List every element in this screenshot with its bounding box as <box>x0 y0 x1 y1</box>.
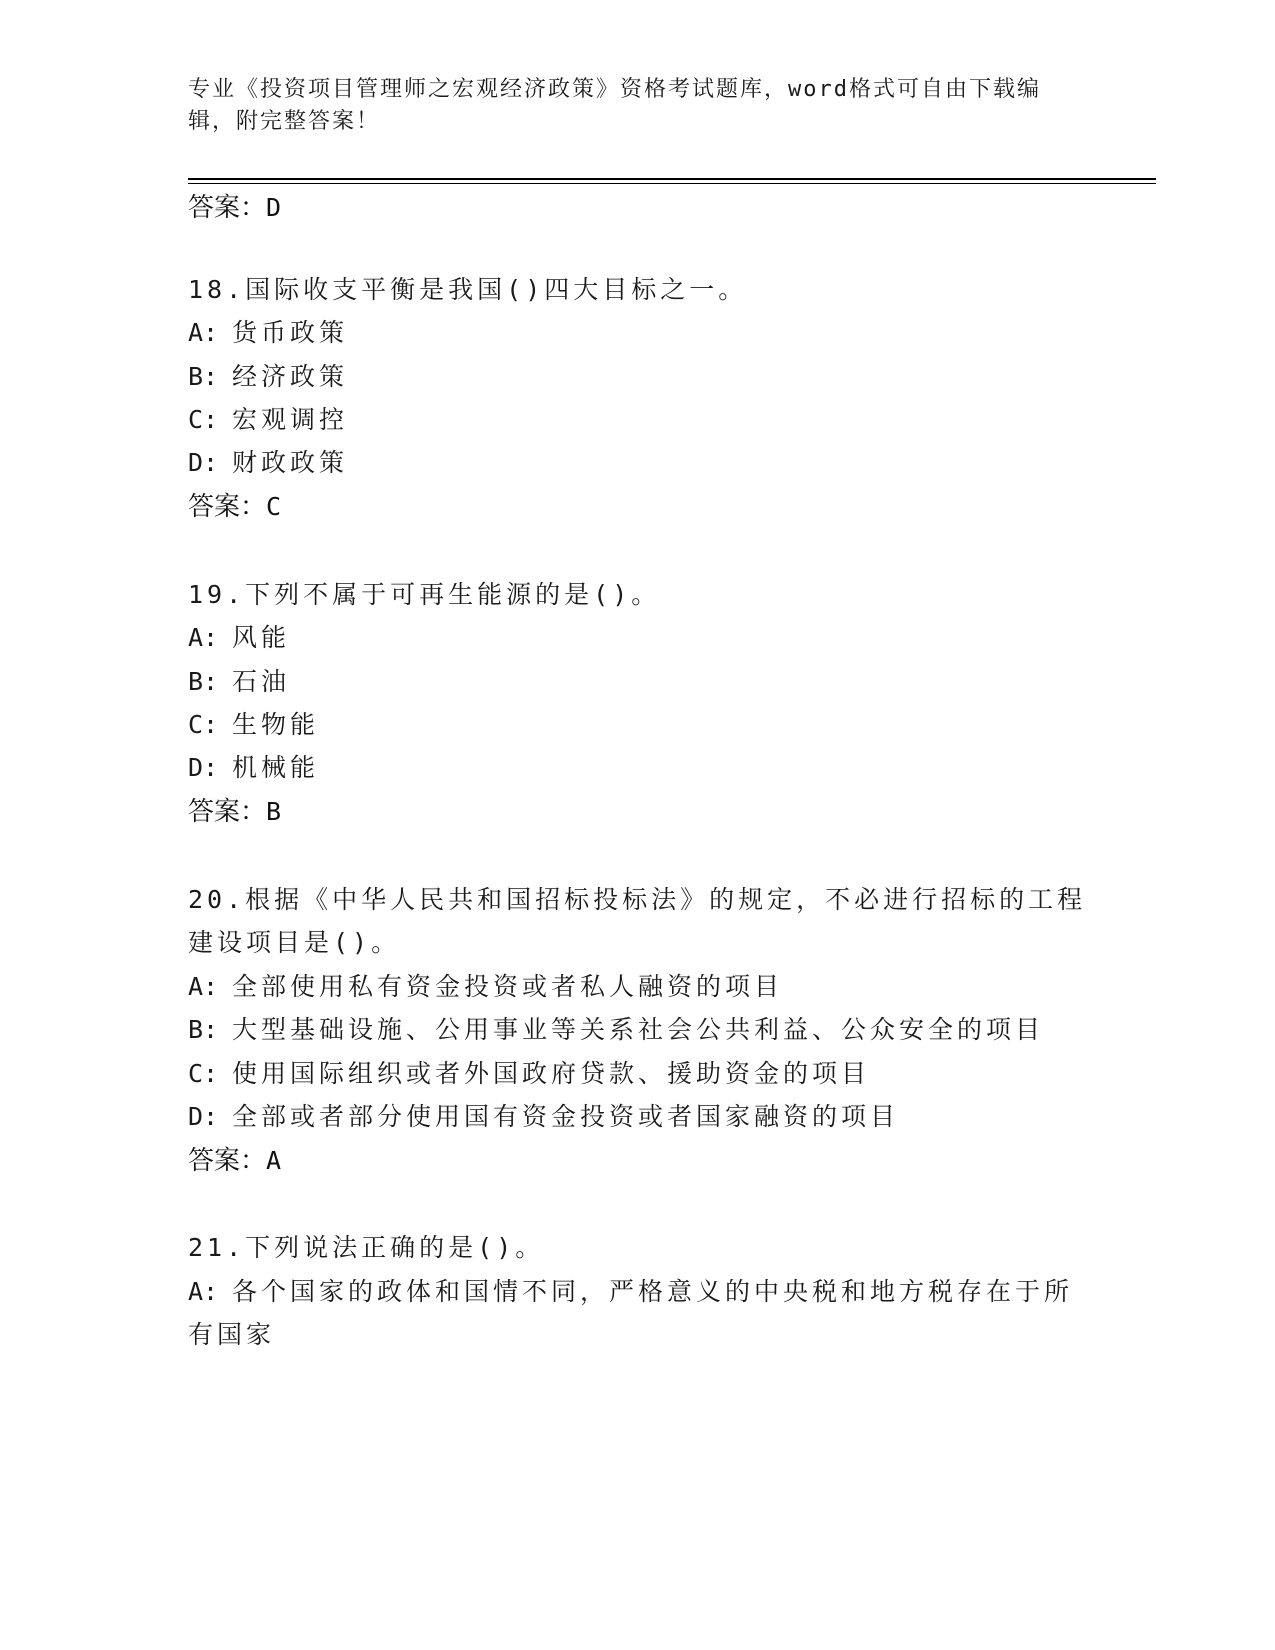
option-b <box>188 1013 1044 1047</box>
option-prefix: C: <box>188 405 219 434</box>
option-a <box>188 621 290 655</box>
option-prefix: A: <box>188 623 219 652</box>
answer-value: A <box>266 1146 282 1175</box>
option-d <box>188 1100 899 1134</box>
option-prefix: C: <box>188 710 219 739</box>
option-text: 全部或者部分使用国有资金投资或者国家融资的项目 <box>232 1102 900 1131</box>
answer-label: 答案： <box>188 193 267 223</box>
option-c <box>188 403 348 437</box>
option-a <box>188 1275 1073 1309</box>
header-rule-thin <box>188 183 1156 184</box>
option-c <box>188 1057 870 1091</box>
option-text: 各个国家的政体和国情不同，严格意义的中央税和地方税存在于所 <box>232 1277 1074 1306</box>
option-a-continued: 有国家 <box>188 1320 276 1349</box>
option-b <box>188 665 290 699</box>
option-text: 财政政策 <box>232 448 349 477</box>
question-stem: 20.根据《中华人民共和国招标投标法》的规定，不必进行招标的工程 <box>188 885 1087 914</box>
option-prefix: D: <box>188 448 219 477</box>
option-prefix: C: <box>188 1059 219 1088</box>
option-a <box>188 316 348 350</box>
option-text: 宏观调控 <box>232 405 349 434</box>
option-text: 大型基础设施、公用事业等关系社会公共利益、公众安全的项目 <box>232 1015 1045 1044</box>
answer-label: 答案： <box>188 492 267 522</box>
option-prefix: D: <box>188 753 219 782</box>
answer-line <box>188 191 281 225</box>
option-text: 使用国际组织或者外国政府贷款、援助资金的项目 <box>232 1059 871 1088</box>
option-text: 经济政策 <box>232 362 349 391</box>
header-rule-thick <box>188 178 1156 180</box>
answer-value: C <box>266 492 282 521</box>
option-text: 风能 <box>232 623 291 652</box>
option-text: 全部使用私有资金投资或者私人融资的项目 <box>232 972 784 1001</box>
option-prefix: A: <box>188 318 219 347</box>
document-header: 专业《投资项目管理师之宏观经济政策》资格考试题库，word格式可自由下载编辑，附完整答案！ <box>188 77 1041 134</box>
answer-line <box>188 490 281 524</box>
answer-value: B <box>266 797 282 826</box>
option-b <box>188 360 348 394</box>
answer-value: D <box>266 193 282 222</box>
option-prefix: B: <box>188 362 219 391</box>
question-stem: 18.国际收支平衡是我国()四大目标之一。 <box>188 275 748 304</box>
option-c <box>188 708 319 742</box>
answer-line <box>188 1144 281 1178</box>
option-prefix: A: <box>188 1277 219 1306</box>
option-prefix: A: <box>188 972 219 1001</box>
answer-label: 答案： <box>188 1146 267 1176</box>
option-d <box>188 446 348 480</box>
question-stem-continued: 建设项目是()。 <box>188 928 401 957</box>
answer-label: 答案： <box>188 797 267 827</box>
option-text: 机械能 <box>232 753 320 782</box>
question-stem: 21.下列说法正确的是()。 <box>188 1233 545 1262</box>
option-text: 货币政策 <box>232 318 349 347</box>
option-d <box>188 751 319 785</box>
option-prefix: D: <box>188 1102 219 1131</box>
option-prefix: B: <box>188 667 219 696</box>
answer-line <box>188 795 281 829</box>
option-text: 石油 <box>232 667 291 696</box>
question-stem: 19.下列不属于可再生能源的是()。 <box>188 580 661 609</box>
option-a <box>188 970 783 1004</box>
option-text: 生物能 <box>232 710 320 739</box>
option-prefix: B: <box>188 1015 219 1044</box>
